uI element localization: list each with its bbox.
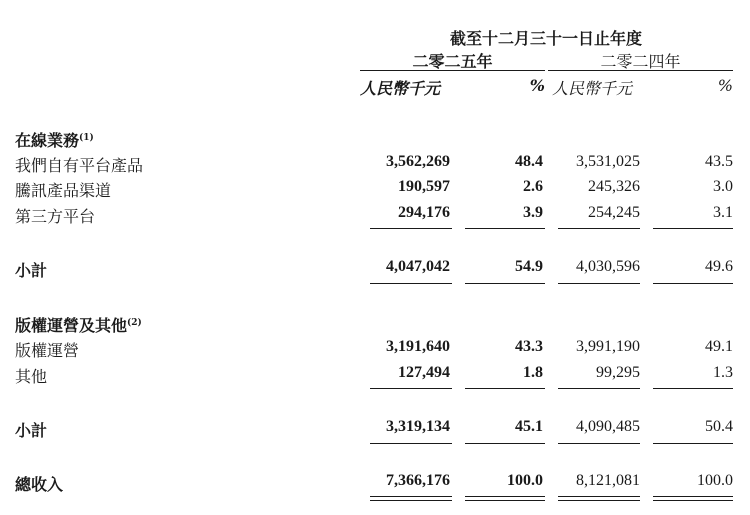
- row-label: 第三方平台: [15, 207, 96, 226]
- rule: [465, 443, 545, 444]
- section-title-online: [15, 128, 94, 151]
- period-header: 截至十二月三十一日止年度: [449, 29, 642, 48]
- rule: [370, 228, 452, 229]
- rule: [558, 388, 640, 389]
- double-rule: [558, 496, 640, 501]
- pct-2024: 49.1: [705, 338, 733, 355]
- rule: [370, 388, 452, 389]
- year-2025-underline: [360, 70, 545, 71]
- pct-2025: 2.6: [523, 178, 543, 195]
- double-rule: [465, 496, 545, 501]
- rule: [465, 388, 545, 389]
- unit-2024-header: 人民幣千元: [552, 79, 633, 98]
- rule: [653, 228, 733, 229]
- pct-2025: 43.3: [515, 338, 543, 355]
- pct-2024: 3.0: [713, 178, 733, 195]
- section-title-copyright: [15, 313, 142, 336]
- pct-2025: 48.4: [515, 153, 543, 170]
- pct-2025-header: %: [529, 76, 545, 95]
- double-rule: [370, 496, 452, 501]
- total-value-2025: 7,366,176: [386, 472, 450, 489]
- row-label: 我們自有平台產品: [15, 156, 144, 175]
- value-2024: 99,295: [596, 364, 640, 381]
- pct-2024: 3.1: [713, 204, 733, 221]
- rule: [465, 283, 545, 284]
- section-title-online-text: 在線業務: [15, 131, 80, 150]
- subtotal-pct-2024: 50.4: [705, 418, 733, 435]
- rule: [558, 228, 640, 229]
- row-label: 版權運營: [15, 341, 80, 360]
- value-2025: 294,176: [398, 204, 450, 221]
- value-2024: 254,245: [588, 204, 640, 221]
- year-2024-underline: [548, 70, 733, 71]
- total-value-2024: 8,121,081: [576, 472, 640, 489]
- rule: [370, 443, 452, 444]
- double-rule: [653, 496, 733, 501]
- unit-2025-header: 人民幣千元: [360, 79, 441, 98]
- pct-2025: 1.8: [523, 364, 543, 381]
- pct-2025: 3.9: [523, 204, 543, 221]
- subtotal-pct-2025: 45.1: [515, 418, 543, 435]
- year-2024-header: 二零二四年: [600, 52, 681, 71]
- value-2024: 245,326: [588, 178, 640, 195]
- pct-2024: 43.5: [705, 153, 733, 170]
- pct-2024-header: %: [717, 76, 733, 95]
- row-label: 其他: [15, 367, 48, 386]
- value-2024: 3,991,190: [576, 338, 640, 355]
- rule: [653, 388, 733, 389]
- subtotal-value-2025: 4,047,042: [386, 258, 450, 275]
- year-2025-header: 二零二五年: [412, 52, 493, 71]
- subtotal-pct-2024: 49.6: [705, 258, 733, 275]
- subtotal-label: 小計: [15, 421, 48, 440]
- footnote-marker-2: (2): [127, 318, 142, 328]
- value-2025: 3,562,269: [386, 153, 450, 170]
- rule: [653, 443, 733, 444]
- rule: [653, 283, 733, 284]
- rule: [558, 443, 640, 444]
- subtotal-value-2024: 4,030,596: [576, 258, 640, 275]
- value-2025: 190,597: [398, 178, 450, 195]
- subtotal-value-2024: 4,090,485: [576, 418, 640, 435]
- total-pct-2024: 100.0: [697, 472, 733, 489]
- pct-2024: 1.3: [713, 364, 733, 381]
- value-2024: 3,531,025: [576, 153, 640, 170]
- total-pct-2025: 100.0: [507, 472, 543, 489]
- footnote-marker-1: (1): [79, 133, 94, 143]
- total-label: 總收入: [15, 475, 64, 494]
- value-2025: 127,494: [398, 364, 450, 381]
- value-2025: 3,191,640: [386, 338, 450, 355]
- subtotal-label: 小計: [15, 261, 48, 280]
- section-title-copyright-text: 版權運營及其他: [15, 316, 128, 335]
- rule: [370, 283, 452, 284]
- subtotal-value-2025: 3,319,134: [386, 418, 450, 435]
- subtotal-pct-2025: 54.9: [515, 258, 543, 275]
- row-label: 騰訊產品渠道: [15, 181, 112, 200]
- rule: [465, 228, 545, 229]
- rule: [558, 283, 640, 284]
